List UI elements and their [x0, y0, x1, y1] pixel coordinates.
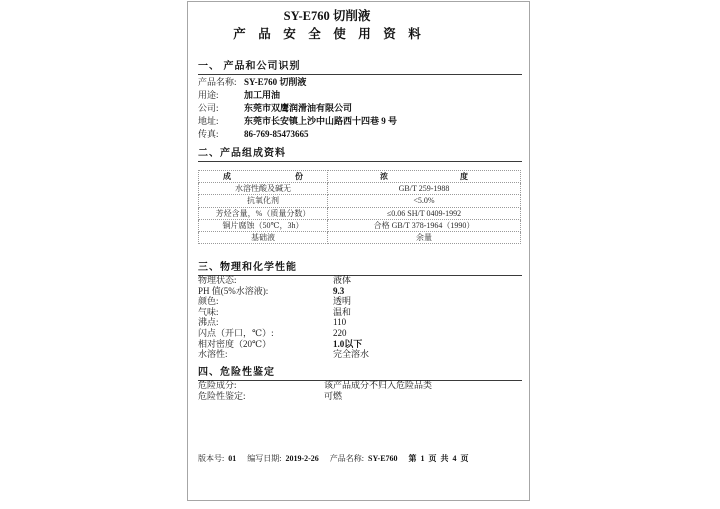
field-value: 加工用油 — [244, 90, 281, 100]
table-header-component: 成 份 — [199, 171, 328, 183]
field-label: 危险成分: — [198, 380, 237, 390]
date-value: 2019-2-26 — [285, 454, 319, 463]
field-label: 用途: — [198, 90, 219, 100]
field-row-fax — [198, 128, 522, 141]
page-number-info: 第 1 页 共 4 页 — [408, 454, 470, 463]
field-label: 颜色: — [198, 296, 219, 307]
document-footer — [198, 453, 522, 464]
field-row-hazard-assessment — [198, 391, 522, 402]
date-label: 编写日期: — [247, 454, 282, 463]
table-cell: 水溶性酸及碱无 — [199, 183, 328, 195]
field-value: 可燃 — [324, 390, 343, 401]
field-value: 86-769-85473665 — [244, 129, 309, 139]
field-label: 传真: — [198, 129, 219, 139]
section1-heading: 一、 产品和公司识别 — [198, 57, 522, 75]
table-header-concentration: 浓 度 — [328, 171, 521, 183]
table-cell: GB/T 259-1988 — [328, 183, 521, 195]
table-cell: 余量 — [328, 231, 521, 243]
field-label: 沸点: — [198, 317, 219, 328]
table-cell: <5.0% — [328, 195, 521, 207]
field-label: 气味: — [198, 306, 219, 317]
field-label: PH 值(5%水溶液): — [198, 285, 269, 296]
table-cell: 合格 GB/T 378-1964（1990） — [328, 219, 521, 231]
table-cell: 铜片腐蚀（50℃，3h） — [199, 219, 328, 231]
field-label: 物理状态: — [198, 275, 237, 285]
field-value: 东莞市双鹰润滑油有限公司 — [244, 103, 353, 113]
field-value: 220 — [333, 327, 347, 338]
table-cell: 芳烃含量，%（质量分数） — [199, 207, 328, 219]
field-label: 危险性鉴定: — [198, 390, 246, 401]
field-value: SY-E760 切削液 — [244, 77, 307, 87]
version-value: 01 — [228, 454, 237, 463]
table-header-row — [199, 171, 521, 183]
table-row — [199, 195, 521, 207]
field-label: 水溶性: — [198, 349, 228, 360]
version-label: 版本号: — [198, 454, 225, 463]
page-title: SY-E760 切削液 — [283, 9, 371, 23]
table-row — [199, 231, 521, 243]
table-cell: ≤0.06 SH/T 0409-1992 — [328, 207, 521, 219]
product-name-value: SY-E760 — [368, 454, 398, 463]
field-value: 东莞市长安镇上沙中山路西十四巷 9 号 — [244, 116, 398, 126]
table-row — [199, 219, 521, 231]
section1-company-info — [198, 76, 522, 141]
field-value: 110 — [333, 317, 347, 328]
section3-properties — [198, 275, 522, 360]
field-label: 闪点（开口，℃）: — [198, 327, 274, 338]
field-value: 温和 — [333, 306, 352, 317]
field-row-ph — [198, 286, 522, 297]
section4-hazard-info — [198, 380, 522, 401]
field-value: 透明 — [333, 296, 352, 307]
field-value: 该产品成分不归入危险品类 — [324, 380, 433, 390]
field-row-physical-state — [198, 275, 522, 286]
field-label: 地址: — [198, 116, 219, 126]
field-row-usage — [198, 89, 522, 102]
field-row-product-name — [198, 76, 522, 89]
field-row-relative-density — [198, 339, 522, 350]
page-subtitle: 产 品 安 全 使 用 资 料 — [233, 27, 421, 41]
field-row-address — [198, 115, 522, 128]
table-row — [199, 183, 521, 195]
field-label: 公司: — [198, 103, 219, 113]
document-page — [187, 1, 530, 501]
field-row-color — [198, 296, 522, 307]
field-row-water-solubility — [198, 349, 522, 360]
field-value: 完全溶水 — [333, 349, 370, 360]
field-row-boiling-point — [198, 317, 522, 328]
composition-table — [198, 170, 521, 244]
section4-heading: 四、危险性鉴定 — [198, 363, 522, 381]
field-row-company — [198, 102, 522, 115]
field-row-flash-point — [198, 328, 522, 339]
section2-heading: 二、产品组成资料 — [198, 144, 522, 162]
field-row-odor — [198, 307, 522, 318]
section3-heading: 三、物理和化学性能 — [198, 258, 522, 276]
table-row — [199, 207, 521, 219]
product-name-label: 产品名称: — [329, 454, 365, 463]
field-label: 产品名称: — [198, 77, 237, 87]
field-label: 相对密度（20℃） — [198, 338, 272, 349]
field-value: 液体 — [333, 275, 352, 285]
table-cell: 基础液 — [199, 231, 328, 243]
field-value: 1.0以下 — [333, 338, 363, 349]
field-row-hazardous-components — [198, 380, 522, 391]
table-cell: 抗氧化剂 — [199, 195, 328, 207]
field-value: 9.3 — [333, 285, 345, 296]
